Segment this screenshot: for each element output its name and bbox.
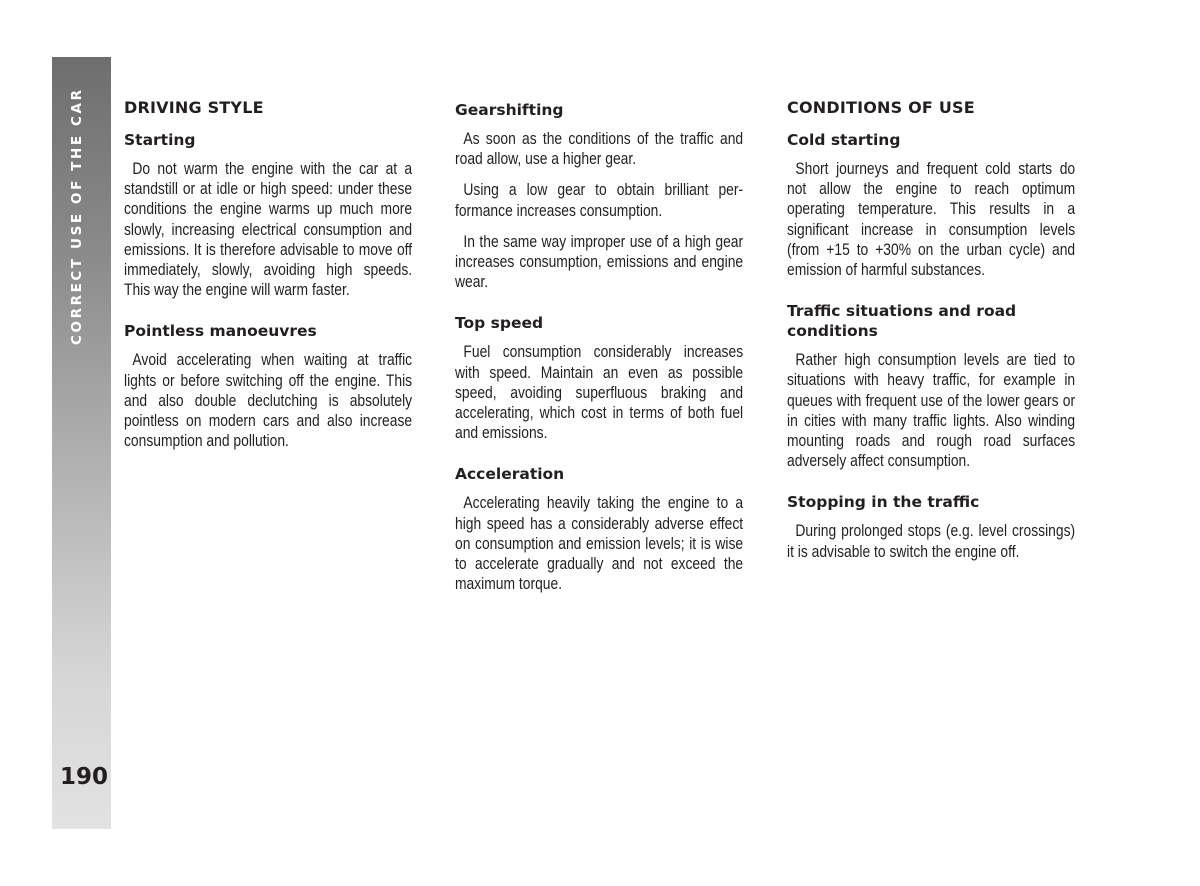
paragraph-stopping-in-traffic: During prolonged stops (e.g. level crossings) it is advisable to switch the engine off.	[787, 522, 1076, 561]
paragraph-traffic-situations: Rather high consumption levels are tied to situations with heavy traffic, for example in queues with frequent use of the lower gears or in cities with many traffic lights. Also winding mounting roads and rough road surfaces adversely affect consumption.	[787, 351, 1076, 471]
paragraph-gearshifting-1: As soon as the conditions of the traffic and road allow, use a higher gear.	[455, 130, 744, 169]
column-driving-style	[124, 96, 412, 462]
subheading-traffic-situations: Traffic situations and road conditions	[787, 302, 1017, 341]
heading-conditions-of-use: CONDITIONS OF USE	[787, 98, 975, 117]
subheading-gearshifting: Gearshifting	[455, 101, 564, 119]
paragraph-acceleration: Accelerating heavily taking the engine to a high speed has a considerably adverse effect on consumption and emission levels; it is wise to accelerate gradually and not exceed the maximum torque.	[455, 494, 744, 594]
paragraph-starting: Do not warm the engine with the car at a standstill or at idle or high speed: under these conditions the engine warms up much more slowly, increasing electrical consumption and emissions. It is therefore advisable to move off immediately, slowly, avoiding high speeds. This way the engine will warm faster.	[124, 160, 413, 300]
paragraph-gearshifting-2: Using a low gear to obtain brilliant performance increases consumption.	[455, 181, 744, 220]
page-number: 190	[60, 764, 109, 790]
subheading-starting: Starting	[124, 131, 196, 149]
heading-driving-style: DRIVING STYLE	[124, 98, 264, 117]
paragraph-top-speed: Fuel consumption considerably increases with speed. Maintain an even as possible speed, avoiding superfluous braking and accelerating, which cost in terms of both fuel and emissions.	[455, 343, 744, 443]
subheading-pointless-manoeuvres: Pointless manoeuvres	[124, 322, 317, 341]
subheading-cold-starting: Cold starting	[787, 131, 901, 149]
section-label: CORRECT USE OF THE CAR	[69, 87, 85, 345]
paragraph-cold-starting: Short journeys and frequent cold starts do not allow the engine to reach optimum operating temperature. This results in a significant increase in consumption levels (from +15 to +30% on the urban cycle) and emission of harmful substances.	[787, 160, 1076, 280]
column-conditions-of-use	[787, 96, 1075, 573]
paragraph-gearshifting-3: In the same way improper use of a high gear increases consumption, emissions and engine wear.	[455, 232, 744, 292]
subheading-stopping-in-traffic: Stopping in the traffic	[787, 493, 980, 512]
paragraph-pointless-manoeuvres: Avoid accelerating when waiting at traffic lights or before switching off the engine. This and also double declutching is absolutely pointless on modern cars and also increase consumption and pollution.	[124, 351, 413, 451]
subheading-acceleration: Acceleration	[455, 465, 565, 484]
column-gearshifting	[455, 96, 743, 605]
subheading-top-speed: Top speed	[455, 314, 544, 333]
